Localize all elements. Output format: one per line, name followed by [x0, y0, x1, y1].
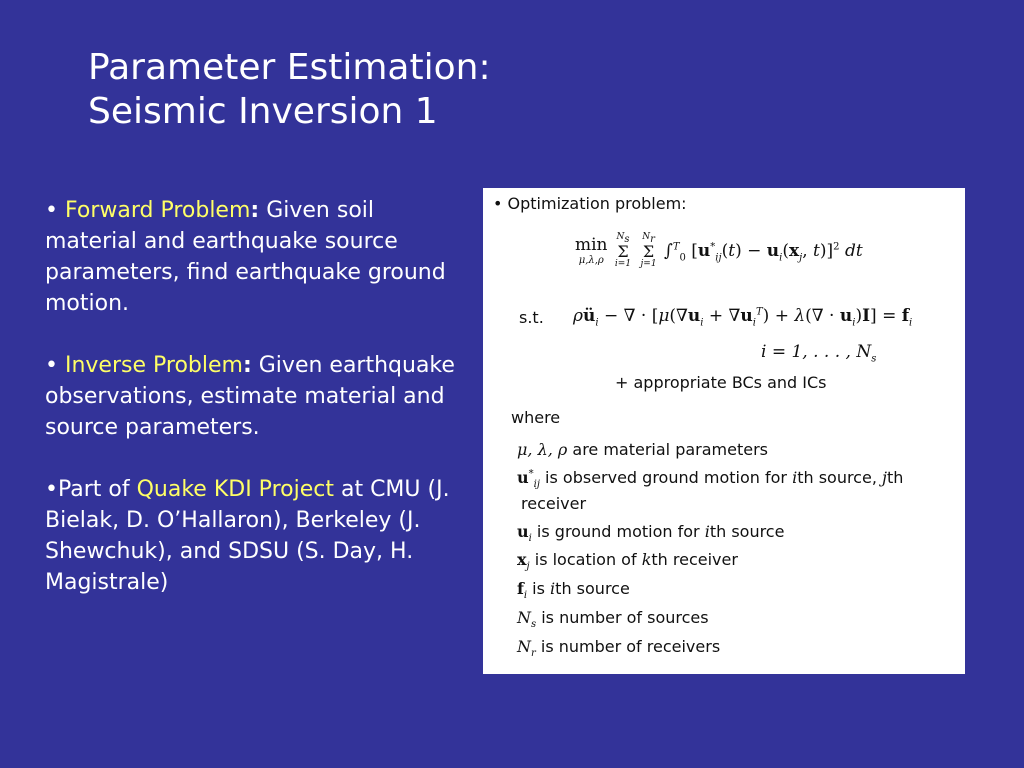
bullet-forward-problem [45, 195, 470, 319]
colon: : [250, 198, 260, 223]
bullet-marker: • [45, 198, 58, 223]
slide-title [88, 46, 491, 134]
index-range: i = 1, . . . , $N_s$ [761, 342, 877, 365]
where-label: where [511, 408, 561, 427]
bullet-quake-project [45, 474, 470, 598]
title-line-2: Seismic Inversion 1 [88, 91, 438, 132]
def-ground-motion: $u_i$ is ground motion for ith source [517, 522, 785, 545]
constraint-equation: $\rho ü_i$ − ∇ · $[\mu(\nabla u_i + \nabla u_i^T) + \lambda(\nabla \cdot u_i)I] = f_i$ [573, 306, 913, 329]
def-material-params: μ, λ, ρ are material parameters [517, 440, 769, 459]
forward-problem-text: Given soil material and earthquake source parameters, find earthquake ground motion. [45, 198, 446, 316]
subject-to-label: s.t. [519, 308, 544, 327]
quake-project-term: Quake KDI Project [136, 477, 334, 502]
bullet-marker: • [45, 353, 58, 378]
boundary-conditions: + appropriate BCs and ICs [615, 373, 827, 392]
forward-problem-term: Forward Problem [64, 198, 251, 223]
optimization-panel [483, 188, 965, 674]
inverse-problem-term: Inverse Problem [64, 353, 243, 378]
def-num-receivers: $N_r$ is number of receivers [517, 637, 721, 660]
quake-project-prefix: •Part of [45, 477, 137, 502]
objective-equation: min μ,λ,ρ $N_s$ Σ i=1 $N_r$ Σ j=1 ∫$^T_0$ [$u^*_{ij}(t) - u_i(x_j$, t)]$^2$ dt [575, 232, 863, 269]
colon: : [242, 353, 252, 378]
def-observed-receiver: receiver [521, 494, 587, 513]
bullet-list [45, 195, 470, 629]
def-num-sources: $N_s$ is number of sources [517, 608, 709, 631]
bullet-inverse-problem [45, 350, 470, 443]
def-observed-motion: $u^*_{ij}$ is observed ground motion for ith source, jth [517, 468, 904, 491]
inverse-problem-text: Given earthquake observations, estimate material and source parameters. [45, 353, 455, 440]
quake-project-text: at CMU (J. Bielak, D. O’Hallaron), Berkeley (J. Shewchuk), and SDSU (S. Day, H. Magistrale) [45, 477, 450, 595]
def-source: $f_i$ is ith source [517, 579, 630, 602]
def-receiver-location: $x_j$ is location of kth receiver [517, 550, 738, 573]
optimization-heading: • Optimization problem: [493, 194, 687, 213]
title-line-1: Parameter Estimation: [88, 47, 491, 88]
